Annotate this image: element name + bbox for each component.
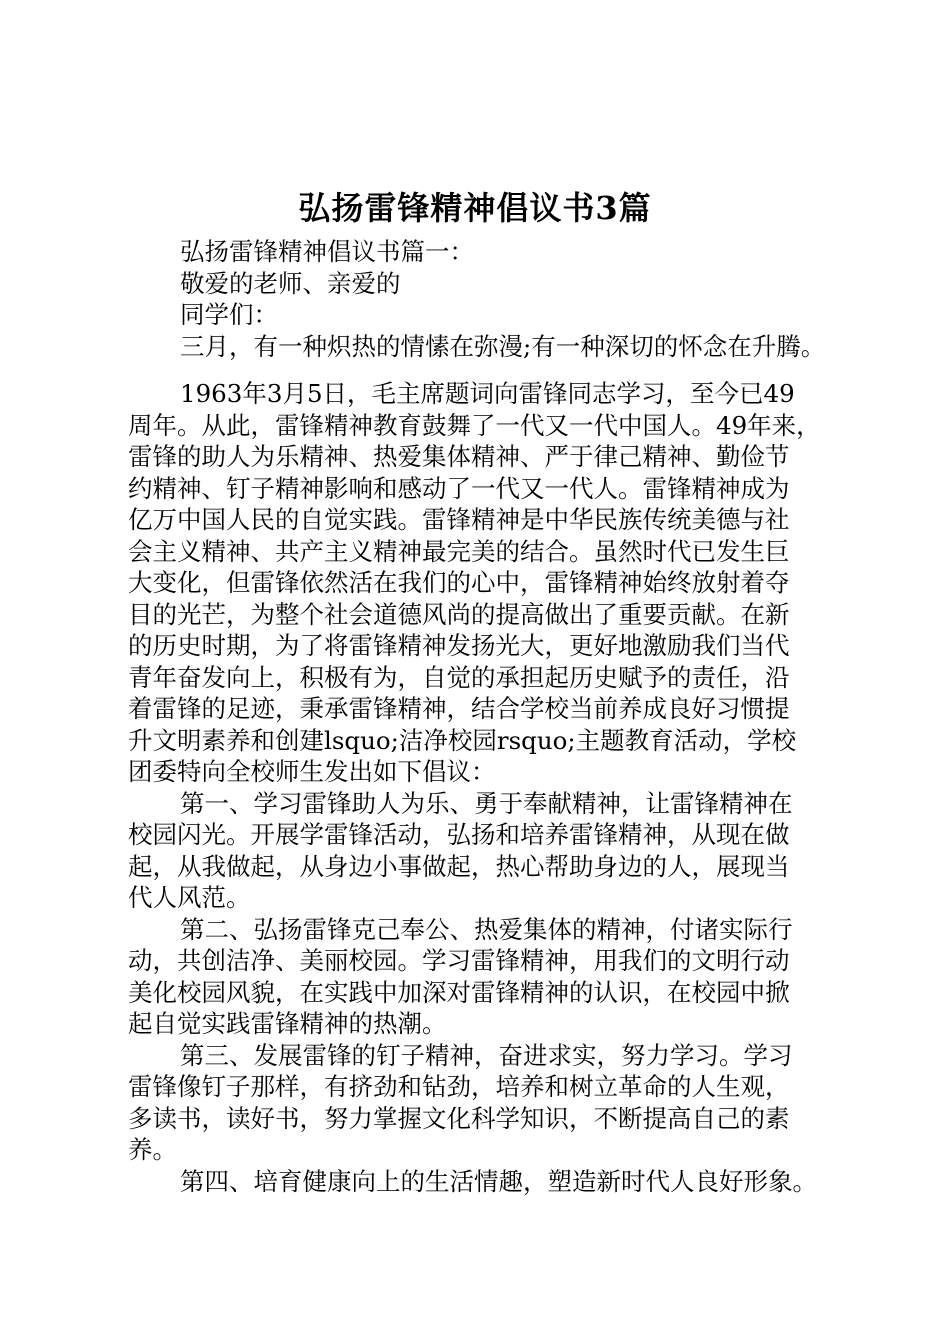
text-line: 雷锋的助人为乐精神、热爱集体精神、严于律己精神、勤俭节 — [128, 442, 790, 471]
text-line: 目的光芒，为整个社会道德风尚的提高做出了重要贡献。在新 — [128, 599, 790, 629]
text-line: 周年。从此，雷锋精神教育鼓舞了一代又一代中国人。49年来， — [128, 410, 821, 440]
paragraph — [128, 1166, 856, 1198]
text-line: 亿万中国人民的自觉实践。雷锋精神是中华民族传统美德与社 — [128, 505, 790, 534]
text-line: 第二、弘扬雷锋克己奉公、热爱集体的精神，付诸实际行 — [180, 914, 793, 944]
text-line: 校园闪光。开展学雷锋活动，弘扬和培养雷锋精神，从现在做 — [128, 820, 790, 849]
text-line: 第四、培育健康向上的生活情趣，塑造新时代人良好形象。 — [180, 1166, 817, 1196]
text-line: 的历史时期，为了将雷锋精神发扬光大，更好地激励我们当代 — [128, 631, 790, 660]
text-line: 三月，有一种炽热的情愫在弥漫;有一种深切的怀念在升腾。 — [180, 331, 826, 361]
text-line: 动，共创洁净、美丽校园。学习雷锋精神，用我们的文明行动 — [128, 946, 790, 975]
text-line: 敬爱的老师、亲爱的 — [180, 268, 401, 298]
text-line: 养。 — [128, 1135, 177, 1164]
paragraph — [128, 299, 856, 331]
paragraph — [128, 378, 856, 788]
text-line: 起自觉实践雷锋精神的热潮。 — [128, 1009, 447, 1038]
paragraph — [128, 331, 856, 363]
paragraph — [128, 236, 856, 268]
text-line: 雷锋像钉子那样，有挤劲和钻劲，培养和树立革命的人生观， — [128, 1072, 790, 1101]
text-line: 约精神、钉子精神影响和感动了一代又一代人。雷锋精神成为 — [128, 473, 790, 503]
paragraph — [128, 1040, 856, 1166]
document-body — [128, 236, 856, 1197]
text-line: 团委特向全校师生发出如下倡议： — [128, 757, 496, 786]
text-line: 同学们： — [180, 300, 278, 329]
text-line: 美化校园风貌，在实践中加深对雷锋精神的认识，在校园中掀 — [128, 977, 790, 1007]
text-line: 多读书，读好书，努力掌握文化科学知识，不断提高自己的素 — [128, 1103, 790, 1133]
text-line: 着雷锋的足迹，秉承雷锋精神，结合学校当前养成良好习惯提 — [128, 694, 790, 723]
paragraph — [128, 914, 856, 1040]
text-line: 第三、发展雷锋的钉子精神，奋进求实，努力学习。学习 — [180, 1040, 793, 1070]
text-line: 青年奋发向上，积极有为，自觉的承担起历史赋予的责任，沿 — [128, 662, 790, 692]
text-line: 1963年3月5日，毛主席题词向雷锋同志学习，至今已49 — [180, 379, 795, 408]
text-line: 代人风范。 — [128, 883, 251, 912]
text-line: 会主义精神、共产主义精神最完美的结合。虽然时代已发生巨 — [128, 536, 790, 566]
document-title: 弘扬雷锋精神倡议书3篇 — [298, 189, 652, 227]
text-line: 起，从我做起，从身边小事做起，热心帮助身边的人，展现当 — [128, 851, 790, 881]
text-line: 弘扬雷锋精神倡议书篇一： — [180, 237, 474, 266]
text-line: 大变化，但雷锋依然活在我们的心中，雷锋精神始终放射着夺 — [128, 568, 790, 597]
paragraph — [128, 268, 856, 300]
text-line: 第一、学习雷锋助人为乐、勇于奉献精神，让雷锋精神在 — [180, 788, 793, 818]
paragraph — [128, 788, 856, 914]
text-line: 升文明素养和创建lsquo;洁净校园rsquo;主题教育活动，学校 — [128, 725, 797, 755]
